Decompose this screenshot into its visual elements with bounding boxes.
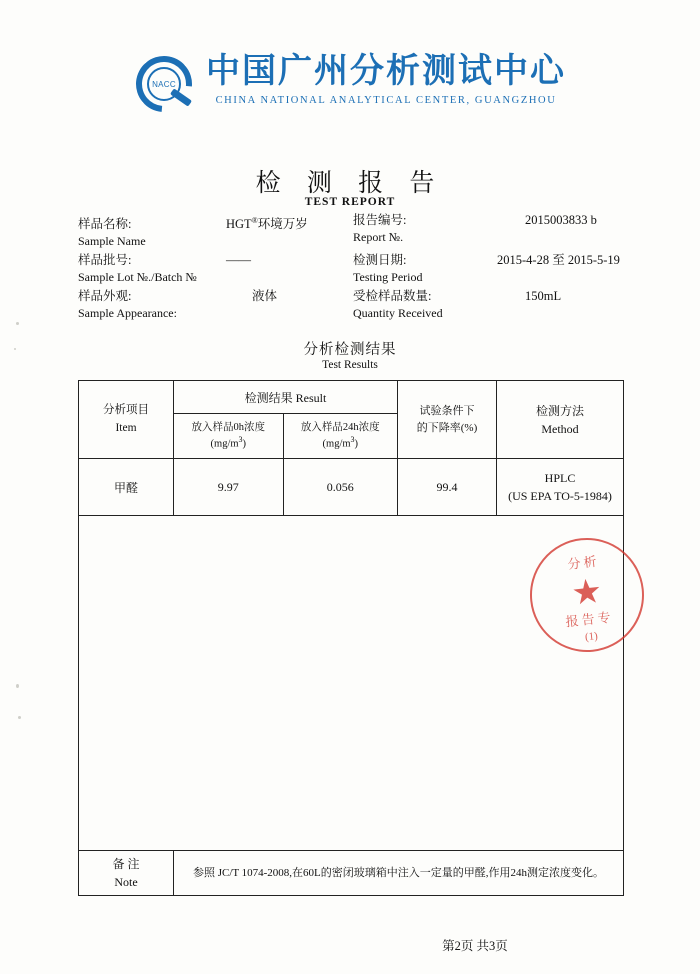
row-conc-24h: 0.056 <box>283 459 397 516</box>
page-speck <box>16 322 19 325</box>
meta-field-appearance <box>78 288 353 321</box>
row-method <box>497 459 624 516</box>
note-text: 参照 JC/T 1074-2008,在60L的密闭玻璃箱中注入一定量的甲醛,作用24h测定浓度变化。 <box>174 851 624 896</box>
header-reduction-rate <box>398 381 497 459</box>
header-result-group: 检测结果 Result <box>174 381 398 414</box>
stamp-number: (1) <box>584 630 599 644</box>
table-note-row <box>79 851 624 896</box>
meta-row <box>78 212 628 249</box>
note-label <box>79 851 174 896</box>
header-item-cn: 分析项目 <box>103 404 149 417</box>
report-no-label-cn: 报告编号: <box>353 213 407 227</box>
company-name-en: CHINA NATIONAL ANALYTICAL CENTER, GUANGZHOU <box>215 95 557 107</box>
quantity-value: 150mL <box>525 289 562 304</box>
lot-no-value: —— <box>226 253 251 268</box>
testing-period-label-cn: 检测日期: <box>353 253 407 268</box>
header-method-cn: 检测方法 <box>535 403 584 418</box>
row-rate: 99.4 <box>398 459 497 516</box>
meta-field-lot-no <box>78 252 353 285</box>
page-footer <box>0 936 700 954</box>
sample-name-value: HGT®环境万岁 <box>226 216 308 232</box>
meta-field-sample-name <box>78 212 353 249</box>
stamp-top-text: 分析 <box>566 553 601 572</box>
sample-meta-block <box>78 212 628 324</box>
meta-field-quantity <box>353 288 628 321</box>
header-col-24h: 放入样品24h浓度$(mg/m^3)$ <box>283 414 397 459</box>
testing-period-value: 2015-4-28 至 2015-5-19 <box>497 253 620 268</box>
header-item-en: Item <box>115 421 137 434</box>
testing-period-label-en: Testing Period <box>353 270 423 285</box>
table-header-row-1 <box>79 381 624 414</box>
nacc-logo-icon <box>134 54 196 116</box>
row-method-line1: HPLC <box>544 471 576 485</box>
quantity-label-en: Quantity Received <box>353 306 443 321</box>
row-method-line2: (US EPA TO-5-1984) <box>508 489 612 503</box>
header-method <box>497 381 624 459</box>
note-label-cn: 备 注 <box>112 857 140 871</box>
header-method-en: Method <box>541 421 579 436</box>
table-row <box>79 459 624 516</box>
document-title-cn: 检 测 报 告 <box>255 170 445 197</box>
stamp-star-icon: ★ <box>569 572 604 613</box>
page-speck <box>16 684 19 688</box>
report-no-value: 2015003833 b <box>525 213 597 227</box>
note-label-en: Note <box>114 875 138 889</box>
page-speck <box>18 716 21 719</box>
meta-row <box>78 252 628 285</box>
letterhead <box>0 52 700 116</box>
lot-no-label-en: Sample Lot №./Batch № <box>78 270 197 285</box>
company-name-cn: 中国广州分析测试中心 <box>206 53 566 90</box>
meta-field-report-no <box>353 212 628 249</box>
appearance-value: 液体 <box>252 289 278 304</box>
lot-no-label-cn: 样品批号: <box>78 253 132 268</box>
stamp-bottom-text: 报告专 <box>564 609 615 630</box>
header-rate-line2: 的下降率(%) <box>416 421 478 434</box>
meta-row <box>78 288 628 321</box>
page-number: 第2页 共3页 <box>442 939 508 953</box>
results-heading-en: Test Results <box>322 359 378 371</box>
logo-badge-label: NACC <box>147 67 181 101</box>
header-rate-line1: 试验条件下 <box>419 405 475 417</box>
report-no-label-en: Report №. <box>353 230 404 244</box>
meta-field-testing-period <box>353 252 628 285</box>
letterhead-text <box>206 52 566 106</box>
appearance-label-cn: 样品外观: <box>78 289 132 304</box>
header-item <box>79 381 174 459</box>
header-col-0h: 放入样品0h浓度$(mg/m^3)$ <box>174 414 284 459</box>
quantity-label-cn: 受检样品数量: <box>353 289 432 304</box>
document-title-en: TEST REPORT <box>304 196 396 208</box>
results-heading-cn: 分析检测结果 <box>303 342 397 358</box>
sample-name-label-en: Sample Name <box>78 234 146 249</box>
sample-name-label-cn: 样品名称: <box>78 217 132 232</box>
appearance-label-en: Sample Appearance: <box>78 306 177 321</box>
row-item: 甲醛 <box>79 459 174 516</box>
row-conc-0h: 9.97 <box>174 459 284 516</box>
